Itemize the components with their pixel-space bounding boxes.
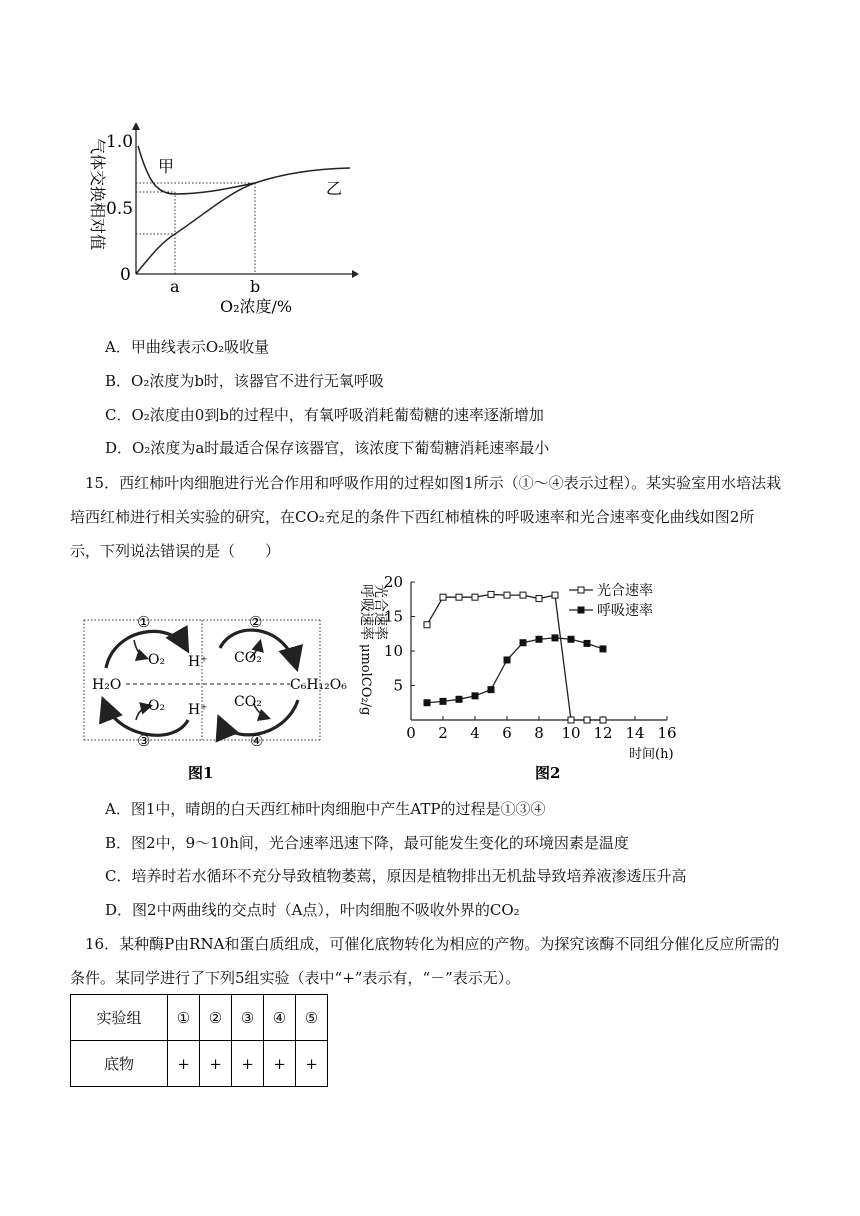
table-header-cell: 实验组	[71, 995, 168, 1041]
co2-top-label: CO₂	[234, 650, 262, 666]
co2-bottom-label: CO₂	[234, 694, 262, 710]
ytick-1-0: 1.0	[106, 132, 134, 152]
arrow-process-1	[106, 631, 186, 668]
data-point-photosynthesis	[472, 594, 478, 600]
o2-gas-exchange-figure	[70, 110, 370, 320]
x-tick-label: 0	[406, 724, 416, 742]
series-line-respiration	[427, 638, 603, 703]
figure-2-rate-chart	[345, 570, 690, 785]
series-line-photosynthesis	[427, 594, 603, 720]
q16-stem-line2: 条件。某同学进行了下列5组实验（表中“+”表示有，“－”表示无）。	[70, 969, 521, 987]
x-tick-label: 2	[438, 724, 448, 742]
table-cell: +	[296, 1041, 328, 1087]
ytick-0-5: 0.5	[106, 199, 134, 219]
data-point-respiration	[424, 700, 430, 706]
data-point-respiration	[456, 696, 462, 702]
data-point-respiration	[504, 657, 510, 663]
q16-stem-line1: 16．某种酶P由RNA和蛋白质组成，可催化底物转化为相应的产物。为探究该酶不同组分催化反应所需的	[85, 935, 780, 953]
q14-option-c: C．O₂浓度由0到b的过程中，有氧呼吸消耗葡萄糖的速率逐渐增加	[105, 406, 544, 424]
table-header-row	[71, 995, 328, 1041]
x-axis-arrow	[352, 270, 359, 278]
data-point-photosynthesis	[600, 717, 606, 723]
q15-option-b: B．图2中，9～10h间，光合速率迅速下降，最可能发生变化的环境因素是温度	[105, 834, 629, 852]
process-2-label: ②	[249, 613, 263, 631]
legend-marker-photosynthesis	[578, 587, 584, 593]
process-4-label: ④	[250, 732, 264, 750]
data-point-respiration	[536, 636, 542, 642]
curve-jia-label: 甲	[158, 157, 175, 176]
y-label-photosynthesis: 光合速率	[372, 584, 388, 640]
data-point-respiration	[600, 646, 606, 652]
q14-option-b: B．O₂浓度为b时，该器官不进行无氧呼吸	[105, 372, 384, 390]
y-tick-label: 10	[383, 642, 403, 660]
data-point-photosynthesis	[536, 596, 542, 602]
data-point-respiration	[520, 640, 526, 646]
figure-2-caption: 图2	[535, 764, 561, 782]
xtick-b: b	[250, 277, 261, 296]
ytick-0: 0	[120, 265, 131, 285]
h-bottom-label: H⁺	[188, 702, 208, 718]
data-point-photosynthesis	[568, 717, 574, 723]
table-row	[71, 1041, 328, 1087]
x-axis-label: 时间(h)	[629, 747, 674, 762]
figure-1-caption: 图1	[188, 764, 214, 782]
x-tick-label: 16	[657, 724, 677, 742]
data-point-photosynthesis	[440, 594, 446, 600]
figure-1-process-diagram	[78, 600, 368, 790]
table-header-cell: ⑤	[296, 995, 328, 1041]
table-cell: +	[200, 1041, 232, 1087]
legend-label-respiration: 呼吸速率	[597, 603, 653, 619]
q15-option-a: A．图1中，晴朗的白天西红柿叶肉细胞中产生ATP的过程是①③④	[105, 800, 546, 818]
q14-option-a: A．甲曲线表示O₂吸收量	[105, 338, 270, 356]
table-header-cell: ③	[232, 995, 264, 1041]
table-cell: +	[232, 1041, 264, 1087]
x-tick-label: 8	[534, 724, 544, 742]
xtick-a: a	[170, 277, 180, 296]
y-tick-label: 20	[383, 573, 403, 591]
curve-yi-label: 乙	[326, 179, 343, 198]
table-header-cell: ①	[168, 995, 200, 1041]
data-point-photosynthesis	[552, 592, 558, 598]
q15-option-d: D．图2中两曲线的交点时（A点），叶肉细胞不吸收外界的CO₂	[105, 901, 520, 919]
x-tick-label: 6	[502, 724, 512, 742]
data-point-photosynthesis	[456, 594, 462, 600]
y-tick-label: 15	[383, 607, 403, 626]
data-point-photosynthesis	[584, 717, 590, 723]
x-tick-label: 14	[625, 724, 645, 742]
x-tick-label: 10	[561, 724, 581, 742]
y-axis-arrow	[132, 122, 140, 130]
legend-label-photosynthesis: 光合速率	[597, 583, 653, 599]
curve-yi	[136, 168, 350, 274]
q15-stem-line3: 示，下列说法错误的是（ ）	[70, 542, 281, 560]
data-point-photosynthesis	[424, 622, 430, 628]
data-point-respiration	[440, 698, 446, 704]
data-point-photosynthesis	[504, 592, 510, 598]
h-top-label: H⁺	[188, 654, 208, 670]
data-point-respiration	[488, 687, 494, 693]
arrow-o2-release	[134, 640, 146, 658]
process-3-label: ③	[137, 732, 151, 750]
table-cell: +	[264, 1041, 296, 1087]
table-header-cell: ②	[200, 995, 232, 1041]
y-label-unit: μmolCO₂/g	[358, 644, 373, 716]
q14-option-d: D．O₂浓度为a时最适合保存该器官，该浓度下葡萄糖消耗速率最小	[105, 439, 550, 457]
y-axis-label: 气体交换相对值	[88, 138, 107, 251]
y-tick-label: 5	[393, 676, 403, 695]
o2-top-label: O₂	[148, 652, 166, 668]
h2o-label: H₂O	[92, 677, 122, 693]
data-point-photosynthesis	[488, 591, 494, 597]
data-point-respiration	[552, 635, 558, 641]
process-1-label: ①	[137, 613, 151, 631]
o2-bottom-label: O₂	[148, 698, 166, 714]
data-point-photosynthesis	[520, 592, 526, 598]
x-axis-label: O₂浓度/%	[220, 297, 293, 316]
table-cell: +	[168, 1041, 200, 1087]
experiment-table	[70, 994, 328, 1087]
table-cell: 底物	[71, 1041, 168, 1087]
data-point-respiration	[584, 640, 590, 646]
data-point-respiration	[472, 693, 478, 699]
q15-stem-line2: 培西红柿进行相关实验的研究，在CO₂充足的条件下西红柿植株的呼吸速率和光合速率变化曲线如图2所	[70, 508, 755, 526]
glucose-label: C₆H₁₂O₆	[290, 677, 347, 693]
y-label-respiration: 呼吸速率	[358, 584, 374, 640]
q15-stem-line1: 15．西红柿叶肉细胞进行光合作用和呼吸作用的过程如图1所示（①～④表示过程）。某实验室用水培法栽	[85, 474, 782, 492]
q15-option-c: C．培养时若水循环不充分导致植物萎蔫，原因是植物排出无机盐导致培养液渗透压升高	[105, 867, 687, 885]
legend-marker-respiration	[578, 607, 584, 613]
table-header-cell: ④	[264, 995, 296, 1041]
curve-jia	[138, 146, 255, 194]
x-tick-label: 4	[470, 724, 480, 742]
data-point-respiration	[568, 636, 574, 642]
x-tick-label: 12	[593, 724, 613, 742]
